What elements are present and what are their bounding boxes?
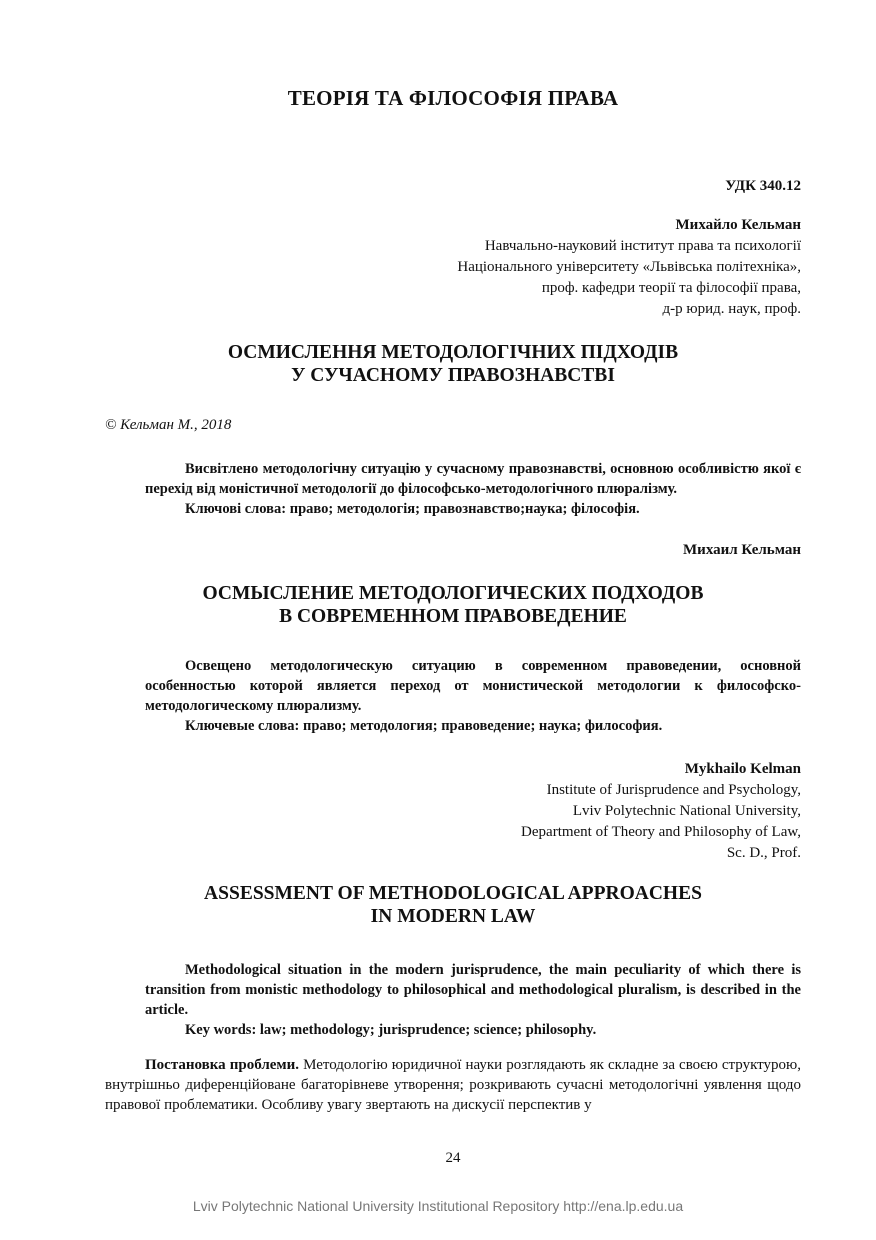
ua-affiliation-line: проф. кафедри теорії та філософії права, [541, 280, 801, 296]
ru-author-name: Михаил Кельман [683, 542, 801, 558]
ua-article-title [0, 341, 876, 387]
ua-keywords: Ключові слова: право; методологія; правознавство;наука; філософія. [185, 501, 640, 517]
ua-title-line: У СУЧАСНОМУ ПРАВОЗНАВСТВІ [291, 365, 615, 386]
ru-title-line: ОСМЫСЛЕНИЕ МЕТОДОЛОГИЧЕСКИХ ПОДХОДОВ [202, 583, 704, 604]
en-title-line: IN MODERN LAW [370, 906, 536, 927]
ua-abstract-block [145, 459, 801, 519]
ru-abstract-block [145, 656, 801, 736]
ua-title-line: ОСМИСЛЕННЯ МЕТОДОЛОГІЧНИХ ПІДХОДІВ [227, 342, 679, 363]
ua-affiliation-line: Навчально-науковий інститут права та психології [484, 238, 801, 254]
en-affiliation-line: Department of Theory and Philosophy of Law, [521, 824, 801, 840]
en-abstract: Methodological situation in the modern jurisprudence, the main peculiarity of which there is transition from monistic methodology to philosophical and methodological pluralism, is described in the article. [145, 962, 801, 1018]
section-title: ТЕОРІЯ ТА ФІЛОСОФІЯ ПРАВА [287, 86, 619, 110]
en-affiliation-line: Sc. D., Prof. [726, 845, 801, 861]
en-keywords: Key words: law; methodology; jurisprudence; science; philosophy. [185, 1022, 597, 1038]
ua-abstract: Висвітлено методологічну ситуацію у сучасному правознавстві, основною особливістю якої є перехід від моністичної методології до філософсько-методологічного плюралізму. [145, 461, 801, 497]
ru-abstract: Освещено методологическую ситуацию в современном правоведении, основной особенностью которой является переход от монистической методологии к философско-методологическому плюрализму. [145, 658, 801, 714]
ru-article-title [0, 582, 876, 628]
udc-code: УДК 340.12 [725, 178, 801, 194]
body-paragraph [105, 1055, 801, 1115]
en-article-title [0, 882, 876, 928]
ru-title-line: В СОВРЕМЕННОМ ПРАВОВЕДЕНИЕ [279, 606, 627, 627]
en-affiliation-line: Lviv Polytechnic National University, [572, 803, 801, 819]
ua-affiliation-line: д-р юрид. наук, проф. [662, 301, 801, 317]
body-lead: Постановка проблеми. [145, 1057, 300, 1073]
ua-author-name: Михайло Кельман [675, 217, 801, 233]
en-author-name: Mykhailo Kelman [684, 761, 801, 777]
en-title-line: ASSESSMENT OF METHODOLOGICAL APPROACHES [204, 883, 702, 904]
en-author-block [521, 759, 801, 864]
en-affiliation-line: Institute of Jurisprudence and Psychology, [546, 782, 801, 798]
en-abstract-block [145, 960, 801, 1040]
ru-keywords: Ключевые слова: право; методология; правоведение; наука; философия. [185, 718, 663, 734]
copyright-notice: © Кельман М., 2018 [105, 417, 232, 433]
page-number: 24 [445, 1150, 461, 1166]
ua-author-block [457, 215, 801, 320]
body-text: Методологію юридичної науки розглядають як складне за своєю структурою, внутрішньо диференційоване багаторівневе утворення; розкривають сучасні методологічні уявлення щодо правової проблематики. Особливу увагу звертають на дискусії перспектив у [105, 1057, 801, 1113]
ua-affiliation-line: Національного університету «Львівська політехніка», [457, 259, 801, 275]
repository-footer: Lviv Polytechnic National University Institutional Repository http://ena.lp.edu.ua [192, 1198, 684, 1214]
